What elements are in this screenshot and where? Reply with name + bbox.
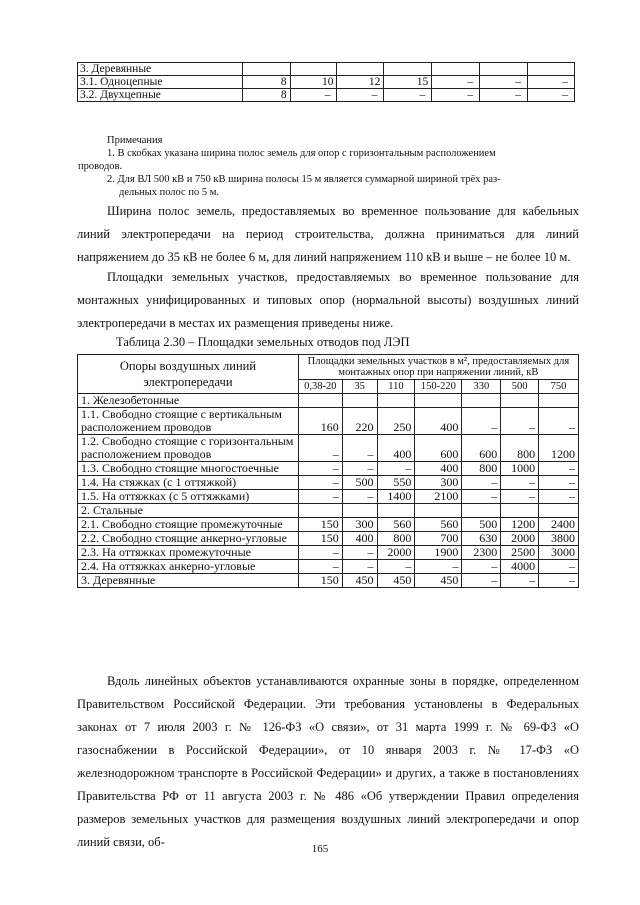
table-cell: 400 xyxy=(415,462,462,476)
table-cell: 250 xyxy=(377,408,415,435)
table-cell: – xyxy=(342,462,377,476)
page-number: 165 xyxy=(311,843,329,855)
header-towers: Опоры воздушных линий электропередачи xyxy=(78,355,299,394)
table-cell: – xyxy=(462,490,501,504)
table-cell: 3800 xyxy=(539,532,579,546)
row-label: 2.3. На оттяжках промежуточные xyxy=(78,546,299,560)
table-cell xyxy=(539,394,579,408)
table-row xyxy=(78,89,575,102)
table-caption: Таблица 2.30 – Площадки земельных отводов под ЛЭП xyxy=(116,335,410,349)
header-voltage-group: Площадки земельных участков в м², предоставляемых для монтажных опор при напряжении линий, кВ xyxy=(298,355,578,380)
table-cell: 800 xyxy=(377,532,415,546)
table-cell xyxy=(415,504,462,518)
table-cell: – xyxy=(432,76,480,89)
table-cell xyxy=(462,504,501,518)
row-label: 3.2. Двухцепные xyxy=(78,89,243,102)
table-cell xyxy=(342,504,377,518)
table-cell: – xyxy=(462,408,501,435)
table-cell: 560 xyxy=(415,518,462,532)
table-row xyxy=(78,408,579,435)
table-cell: – xyxy=(462,574,501,588)
table-cell: – xyxy=(539,560,579,574)
table-cell: – xyxy=(298,490,342,504)
table-cell: 630 xyxy=(462,532,501,546)
table-cell: 3000 xyxy=(539,546,579,560)
table-cell: 800 xyxy=(462,462,501,476)
table-cell: – xyxy=(539,476,579,490)
table-cell xyxy=(377,504,415,518)
table-cell: – xyxy=(539,490,579,504)
table-cell xyxy=(501,504,539,518)
table-cell: – xyxy=(432,89,480,102)
row-label: 3.1. Одноцепные xyxy=(78,76,243,89)
notes-block xyxy=(78,134,579,199)
table-cell: – xyxy=(462,560,501,574)
table-cell: 2100 xyxy=(415,490,462,504)
table-cell: 500 xyxy=(342,476,377,490)
table-cell xyxy=(384,63,432,76)
table-cell: 400 xyxy=(342,532,377,546)
table-cell: 450 xyxy=(415,574,462,588)
table-cell xyxy=(377,394,415,408)
table-cell: 400 xyxy=(415,408,462,435)
row-label: 2.1. Свободно стоящие промежуточные xyxy=(78,518,299,532)
row-label: 1.3. Свободно стоящие многостоечные xyxy=(78,462,299,476)
table-cell xyxy=(528,63,575,76)
row-label: 1. Железобетонные xyxy=(78,394,299,408)
notes-title: Примечания xyxy=(107,135,163,146)
table-row xyxy=(78,532,579,546)
row-label: 2.2. Свободно стоящие анкерно-угловые xyxy=(78,532,299,546)
voltage-header: 500 xyxy=(501,380,539,394)
table-cell: 12 xyxy=(337,76,384,89)
table-header xyxy=(78,355,579,394)
table-cell xyxy=(462,394,501,408)
table-cell: 1900 xyxy=(415,546,462,560)
table-cell: – xyxy=(539,574,579,588)
table-cell: – xyxy=(290,89,337,102)
table-cell: – xyxy=(539,408,579,435)
table-cell: 2000 xyxy=(377,546,415,560)
table-cell: – xyxy=(462,476,501,490)
table-cell: – xyxy=(377,560,415,574)
voltage-header: 750 xyxy=(539,380,579,394)
row-label: 1.1. Свободно стоящие с вертикальным расположением проводов xyxy=(78,408,299,435)
table-cell: 1200 xyxy=(501,518,539,532)
table-cell: 1200 xyxy=(539,435,579,462)
table-cell: – xyxy=(377,462,415,476)
paragraph-tower-plots: Площадки земельных участков, предоставляемых во временное пользование для монтажных унифицированных и типовых опор (нормальной высоты) воздушных линий электропередачи в местах их размещения приведены ниже. xyxy=(77,270,579,330)
table-cell: – xyxy=(298,560,342,574)
continuation-table-body xyxy=(78,63,575,102)
table-cell: – xyxy=(480,76,528,89)
table-cell: 700 xyxy=(415,532,462,546)
table-row xyxy=(78,574,579,588)
voltage-header: 110 xyxy=(377,380,415,394)
table-cell xyxy=(480,63,528,76)
voltage-header: 150-220 xyxy=(415,380,462,394)
table-row xyxy=(78,490,579,504)
table-row xyxy=(78,435,579,462)
table-cell: 220 xyxy=(342,408,377,435)
table-cell: – xyxy=(501,490,539,504)
table-cell: – xyxy=(415,560,462,574)
table-cell: – xyxy=(342,546,377,560)
table-cell: 15 xyxy=(384,76,432,89)
table-cell: 8 xyxy=(242,89,290,102)
table-row xyxy=(78,546,579,560)
table-row xyxy=(78,63,575,76)
table-cell: – xyxy=(337,89,384,102)
table-cell xyxy=(501,394,539,408)
table-row xyxy=(78,462,579,476)
table-cell xyxy=(298,394,342,408)
table-cell: 600 xyxy=(462,435,501,462)
table-cell: 150 xyxy=(298,518,342,532)
table-cell: 300 xyxy=(342,518,377,532)
table-cell: – xyxy=(501,574,539,588)
table-cell: – xyxy=(528,76,575,89)
table-cell: 600 xyxy=(415,435,462,462)
paragraph-protection-zones: Вдоль линейных объектов устанавливаются охранные зоны в порядке, определенном Правительством Российской Федерации. Эти требования установлены в Федеральных законах от 7 июля 2003 г. № 126-ФЗ «О связи», от 31 марта 1999 г. № 69-ФЗ «О газоснабжении в Российской Федерации», от 10 января 2003 г. № 17-ФЗ «О железнодорожном транспорте в Российской Федерации» и других, а также в постановлениях Правительства РФ от 11 августа 2003 г. № 486 «Об утверждении Правил определения размеров земельных участков для размещения воздушных линий электропередачи и опор линий связи, об- xyxy=(77,674,579,849)
table-cell: 8 xyxy=(242,76,290,89)
table-cell: 160 xyxy=(298,408,342,435)
table-cell: 550 xyxy=(377,476,415,490)
table-cell: 450 xyxy=(342,574,377,588)
table-cell: 1000 xyxy=(501,462,539,476)
table-cell: – xyxy=(342,435,377,462)
table-cell: – xyxy=(342,560,377,574)
table-cell xyxy=(290,63,337,76)
table-cell xyxy=(298,504,342,518)
paragraph-cable-lines: Ширина полос земель, предоставляемых во временное пользование для кабельных линий электропередачи на период строительства, должна приниматься для линий напряжением до 35 кВ не более 6 м, для линий напряжением 110 кВ и выше – не более 10 м. xyxy=(77,204,579,264)
table-row xyxy=(78,476,579,490)
table-cell: – xyxy=(501,408,539,435)
row-label: 3. Деревянные xyxy=(78,574,299,588)
table-cell: 800 xyxy=(501,435,539,462)
row-label: 2. Стальные xyxy=(78,504,299,518)
note-1-text: 1. В скобках указана ширина полос земель для опор с горизонтальным расположением xyxy=(107,148,496,159)
table-cell: 150 xyxy=(298,532,342,546)
table-cell: – xyxy=(298,476,342,490)
table-cell: 2300 xyxy=(462,546,501,560)
table-cell: – xyxy=(539,462,579,476)
table-cell: 450 xyxy=(377,574,415,588)
table-cell xyxy=(539,504,579,518)
table-row xyxy=(78,76,575,89)
table-cell: 4000 xyxy=(501,560,539,574)
land-plots-table xyxy=(77,354,579,588)
table-cell xyxy=(432,63,480,76)
row-label: 1.5. На оттяжках (с 5 оттяжками) xyxy=(78,490,299,504)
table-cell xyxy=(415,394,462,408)
table-cell: 10 xyxy=(290,76,337,89)
table-cell xyxy=(337,63,384,76)
table-cell xyxy=(242,63,290,76)
table-row xyxy=(78,518,579,532)
note-2-text: 2. Для ВЛ 500 кВ и 750 кВ ширина полосы 15 м является суммарной шириной трёх раз- xyxy=(107,174,501,185)
note-1 xyxy=(107,147,579,160)
table-cell: – xyxy=(342,490,377,504)
table-cell: – xyxy=(298,462,342,476)
table-cell: 400 xyxy=(377,435,415,462)
table-cell: – xyxy=(298,546,342,560)
table-cell: 300 xyxy=(415,476,462,490)
note-2 xyxy=(107,173,579,186)
table-cell: – xyxy=(501,476,539,490)
table-cell: 2000 xyxy=(501,532,539,546)
row-label: 1.2. Свободно стоящие с горизонтальным расположением проводов xyxy=(78,435,299,462)
row-label: 1.4. На стяжках (с 1 оттяжкой) xyxy=(78,476,299,490)
table-cell: 500 xyxy=(462,518,501,532)
note-2-tail: дельных полос по 5 м. xyxy=(119,187,219,198)
voltage-header: 0,38-20 xyxy=(298,380,342,394)
voltage-header: 35 xyxy=(342,380,377,394)
row-label: 2.4. На оттяжках анкерно-угловые xyxy=(78,560,299,574)
table-cell: 2500 xyxy=(501,546,539,560)
table-cell: 150 xyxy=(298,574,342,588)
table-cell: 560 xyxy=(377,518,415,532)
table-cell: – xyxy=(384,89,432,102)
voltage-header: 330 xyxy=(462,380,501,394)
table-cell: – xyxy=(298,435,342,462)
table-cell: – xyxy=(480,89,528,102)
table-row xyxy=(78,560,579,574)
row-label: 3. Деревянные xyxy=(78,63,243,76)
table-cell: 1400 xyxy=(377,490,415,504)
table-body xyxy=(78,394,579,588)
table-cell: 2400 xyxy=(539,518,579,532)
table-row xyxy=(78,504,579,518)
table-cell: – xyxy=(528,89,575,102)
table-cell xyxy=(342,394,377,408)
continuation-table xyxy=(77,62,575,102)
table-row xyxy=(78,394,579,408)
note-1-tail: проводов. xyxy=(78,161,123,172)
